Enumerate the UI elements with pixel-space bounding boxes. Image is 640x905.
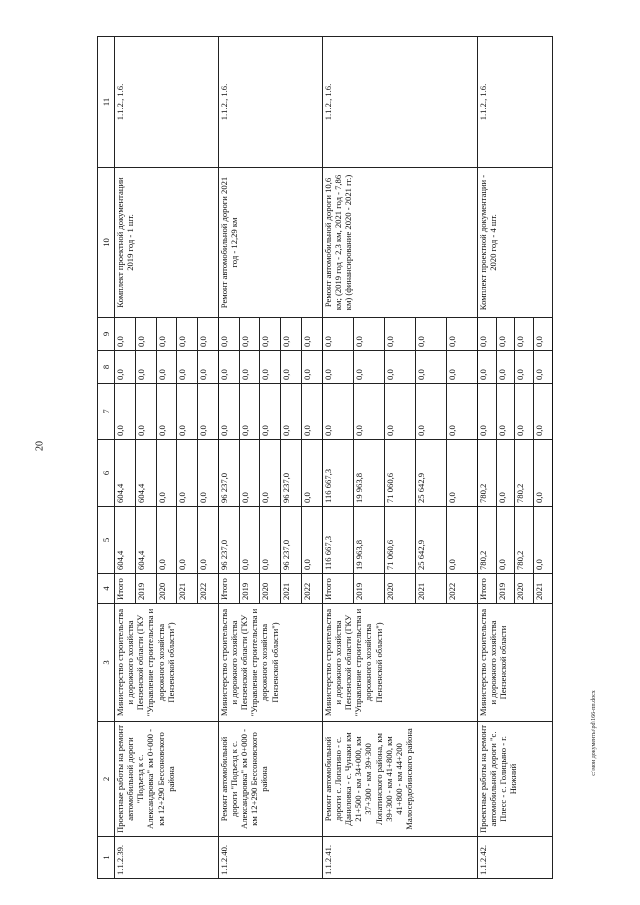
amount-cell: 0,0 — [515, 384, 534, 440]
amount-cell: 116 667,3 — [322, 440, 353, 507]
amount-cell: 0,0 — [115, 384, 136, 440]
amount-cell: 0,0 — [115, 351, 136, 384]
amount-cell: 0,0 — [496, 351, 515, 384]
row-indicators: 1.1.2., 1.6. — [218, 37, 322, 168]
amount-cell: 0,0 — [534, 318, 553, 351]
amount-cell: 0,0 — [322, 318, 353, 351]
amount-cell: 0,0 — [177, 351, 198, 384]
amount-cell: 19 963,8 — [353, 507, 384, 574]
amount-cell: 0,0 — [515, 318, 534, 351]
amount-cell: 0,0 — [384, 384, 415, 440]
amount-cell: 0,0 — [281, 384, 302, 440]
amount-cell: 0,0 — [415, 318, 446, 351]
amount-cell: 0,0 — [135, 384, 156, 440]
amount-cell: 0,0 — [384, 351, 415, 384]
amount-cell: 0,0 — [218, 384, 239, 440]
amount-cell: 0,0 — [239, 318, 260, 351]
column-header-2: 2 — [98, 722, 115, 837]
amount-cell: 780,2 — [477, 440, 496, 507]
amount-cell: 96 237,0 — [281, 507, 302, 574]
table-row — [218, 37, 239, 879]
row-name: Проектные работы на ремонт автомобильной дороги "Подъезд к с. Александровка" км 0+000 - км 12+290 Бессоновского района — [115, 722, 219, 837]
row-name: Ремонт автомобильной дороги с. Лопатино - с. Даниловка - с. Чунаки км 21+500 - км 34+000, км 37+300 - км 39+300 Лопатинского района, км 39+300 - км 41+800, км 41+800 - км 44+200 Малосердобинского района — [322, 722, 477, 837]
amount-cell: 604,4 — [115, 507, 136, 574]
amount-cell: 0,0 — [515, 351, 534, 384]
amount-cell: 0,0 — [477, 384, 496, 440]
amount-cell: 0,0 — [496, 318, 515, 351]
year-cell: Итого — [115, 574, 136, 604]
row-indicators: 1.1.2., 1.6. — [115, 37, 219, 168]
year-cell: 2022 — [446, 574, 477, 604]
year-cell: 2021 — [281, 574, 302, 604]
amount-cell: 0,0 — [239, 384, 260, 440]
amount-cell: 0,0 — [301, 318, 322, 351]
column-header-5: 5 — [98, 507, 115, 574]
amount-cell: 71 060,6 — [384, 507, 415, 574]
amount-cell: 0,0 — [301, 507, 322, 574]
row-result: Ремонт автомобильной дороги 10,6 км; (2019 год - 2,3 км, 2021 год - 7,86 км) (финансирование 2020 - 2021 гг.) — [322, 168, 477, 318]
year-cell: Итого — [477, 574, 496, 604]
amount-cell: 71 060,6 — [384, 440, 415, 507]
column-header-8: 8 — [98, 351, 115, 384]
column-header-11: 11 — [98, 37, 115, 168]
amount-cell: 0,0 — [446, 351, 477, 384]
amount-cell: 0,0 — [446, 318, 477, 351]
amount-cell: 0,0 — [156, 318, 177, 351]
amount-cell: 25 642,9 — [415, 507, 446, 574]
row-executor: Министерство строительства и дорожного хозяйства Пензенской области — [477, 604, 552, 722]
amount-cell: 0,0 — [496, 440, 515, 507]
year-cell: 2020 — [156, 574, 177, 604]
row-executor: Министерство строительства и дорожного хозяйства Пензенской области (ГКУ "Управление строительства и дорожного хозяйства Пензенской области") — [115, 604, 219, 722]
amount-cell: 0,0 — [353, 351, 384, 384]
amount-cell: 780,2 — [477, 507, 496, 574]
column-header-6: 6 — [98, 440, 115, 507]
table-row — [322, 37, 353, 879]
amount-cell: 0,0 — [218, 351, 239, 384]
amount-cell: 0,0 — [477, 351, 496, 384]
year-cell: 2020 — [260, 574, 281, 604]
year-cell: 2019 — [496, 574, 515, 604]
amount-cell: 0,0 — [534, 507, 553, 574]
amount-cell: 0,0 — [177, 507, 198, 574]
row-name: Проектные работы на ремонт автомобильной дороги "с. Плесс - с. Голицыно - г. Нижний — [477, 722, 552, 837]
amount-cell: 0,0 — [496, 384, 515, 440]
amount-cell: 0,0 — [115, 318, 136, 351]
year-cell: 2021 — [177, 574, 198, 604]
amount-cell: 0,0 — [353, 318, 384, 351]
amount-cell: 604,4 — [115, 440, 136, 507]
amount-cell: 0,0 — [534, 351, 553, 384]
year-cell: 2021 — [534, 574, 553, 604]
page-number: 20 — [34, 441, 46, 451]
rotated-table-container — [97, 37, 553, 879]
header-row — [98, 37, 115, 879]
column-header-3: 3 — [98, 604, 115, 722]
row-id: 1.1.2.40. — [218, 837, 322, 879]
amount-cell: 0,0 — [415, 384, 446, 440]
amount-cell: 0,0 — [384, 318, 415, 351]
amount-cell: 0,0 — [446, 507, 477, 574]
row-name: Ремонт автомобильной дороги "Подъезд к с. Александровка" км 0+000 - км 12+290 Бессоновского района — [218, 722, 322, 837]
amount-cell: 0,0 — [260, 507, 281, 574]
table-row — [477, 37, 496, 879]
amount-cell: 0,0 — [260, 440, 281, 507]
amount-cell: 96 237,0 — [281, 440, 302, 507]
amount-cell: 0,0 — [198, 440, 219, 507]
row-result: Комплект проектной документации 2019 год - 1 шт. — [115, 168, 219, 318]
amount-cell: 0,0 — [177, 384, 198, 440]
column-header-7: 7 — [98, 384, 115, 440]
year-cell: Итого — [218, 574, 239, 604]
amount-cell: 0,0 — [156, 384, 177, 440]
amount-cell: 0,0 — [496, 507, 515, 574]
amount-cell: 0,0 — [156, 440, 177, 507]
amount-cell: 0,0 — [239, 507, 260, 574]
row-id: 1.1.2.41. — [322, 837, 477, 879]
amount-cell: 116 667,3 — [322, 507, 353, 574]
amount-cell: 0,0 — [446, 440, 477, 507]
amount-cell: 0,0 — [135, 351, 156, 384]
year-cell: 2020 — [384, 574, 415, 604]
amount-cell: 0,0 — [415, 351, 446, 384]
amount-cell: 0,0 — [446, 384, 477, 440]
amount-cell: 0,0 — [260, 384, 281, 440]
amount-cell: 0,0 — [301, 351, 322, 384]
column-header-10: 10 — [98, 168, 115, 318]
row-executor: Министерство строительства и дорожного хозяйства Пензенской области (ГКУ "Управление строительства и дорожного хозяйства Пензенской области") — [322, 604, 477, 722]
year-cell: 2019 — [135, 574, 156, 604]
amount-cell: 0,0 — [239, 351, 260, 384]
row-id: 1.1.2.39. — [115, 837, 219, 879]
amount-cell: 0,0 — [177, 318, 198, 351]
column-header-9: 9 — [98, 318, 115, 351]
amount-cell: 96 237,0 — [218, 507, 239, 574]
amount-cell: 25 642,9 — [415, 440, 446, 507]
amount-cell: 0,0 — [281, 351, 302, 384]
amount-cell: 0,0 — [281, 318, 302, 351]
amount-cell: 19 963,8 — [353, 440, 384, 507]
amount-cell: 0,0 — [218, 318, 239, 351]
amount-cell: 0,0 — [534, 440, 553, 507]
row-result: Комплект проектной документации - 2020 год - 4 шт. — [477, 168, 552, 318]
amount-cell: 0,0 — [322, 351, 353, 384]
amount-cell: 780,2 — [515, 507, 534, 574]
amount-cell: 0,0 — [198, 384, 219, 440]
year-cell: 2021 — [415, 574, 446, 604]
amount-cell: 0,0 — [198, 351, 219, 384]
amount-cell: 0,0 — [156, 507, 177, 574]
amount-cell: 0,0 — [135, 318, 156, 351]
row-id: 1.1.2.42. — [477, 837, 552, 879]
column-header-4: 4 — [98, 574, 115, 604]
amount-cell: 0,0 — [477, 318, 496, 351]
amount-cell: 0,0 — [198, 507, 219, 574]
amount-cell: 0,0 — [301, 440, 322, 507]
column-header-1: 1 — [98, 837, 115, 879]
amount-cell: 0,0 — [322, 384, 353, 440]
amount-cell: 0,0 — [260, 351, 281, 384]
amount-cell: 0,0 — [198, 318, 219, 351]
amount-cell: 780,2 — [515, 440, 534, 507]
year-cell: 2019 — [239, 574, 260, 604]
amount-cell: 0,0 — [353, 384, 384, 440]
amount-cell: 0,0 — [156, 351, 177, 384]
row-indicators: 1.1.2., 1.6. — [322, 37, 477, 168]
amount-cell: 0,0 — [177, 440, 198, 507]
program-table — [97, 36, 553, 879]
year-cell: 2022 — [301, 574, 322, 604]
year-cell: 2022 — [198, 574, 219, 604]
amount-cell: 0,0 — [239, 440, 260, 507]
amount-cell: 604,4 — [135, 507, 156, 574]
amount-cell: 0,0 — [301, 384, 322, 440]
amount-cell: 96 237,0 — [218, 440, 239, 507]
footer-file-path: c:\мои документы\pd\166-пп.docx — [591, 690, 597, 776]
amount-cell: 0,0 — [534, 384, 553, 440]
row-indicators: 1.1.2., 1.6. — [477, 37, 552, 168]
amount-cell: 0,0 — [260, 318, 281, 351]
row-result: Ремонт автомобильной дороги 2021 год - 12,29 км — [218, 168, 322, 318]
year-cell: 2019 — [353, 574, 384, 604]
table-row — [115, 37, 136, 879]
year-cell: 2020 — [515, 574, 534, 604]
row-executor: Министерство строительства и дорожного хозяйства Пензенской области (ГКУ "Управление строительства и дорожного хозяйства Пензенской области") — [218, 604, 322, 722]
amount-cell: 604,4 — [135, 440, 156, 507]
year-cell: Итого — [322, 574, 353, 604]
